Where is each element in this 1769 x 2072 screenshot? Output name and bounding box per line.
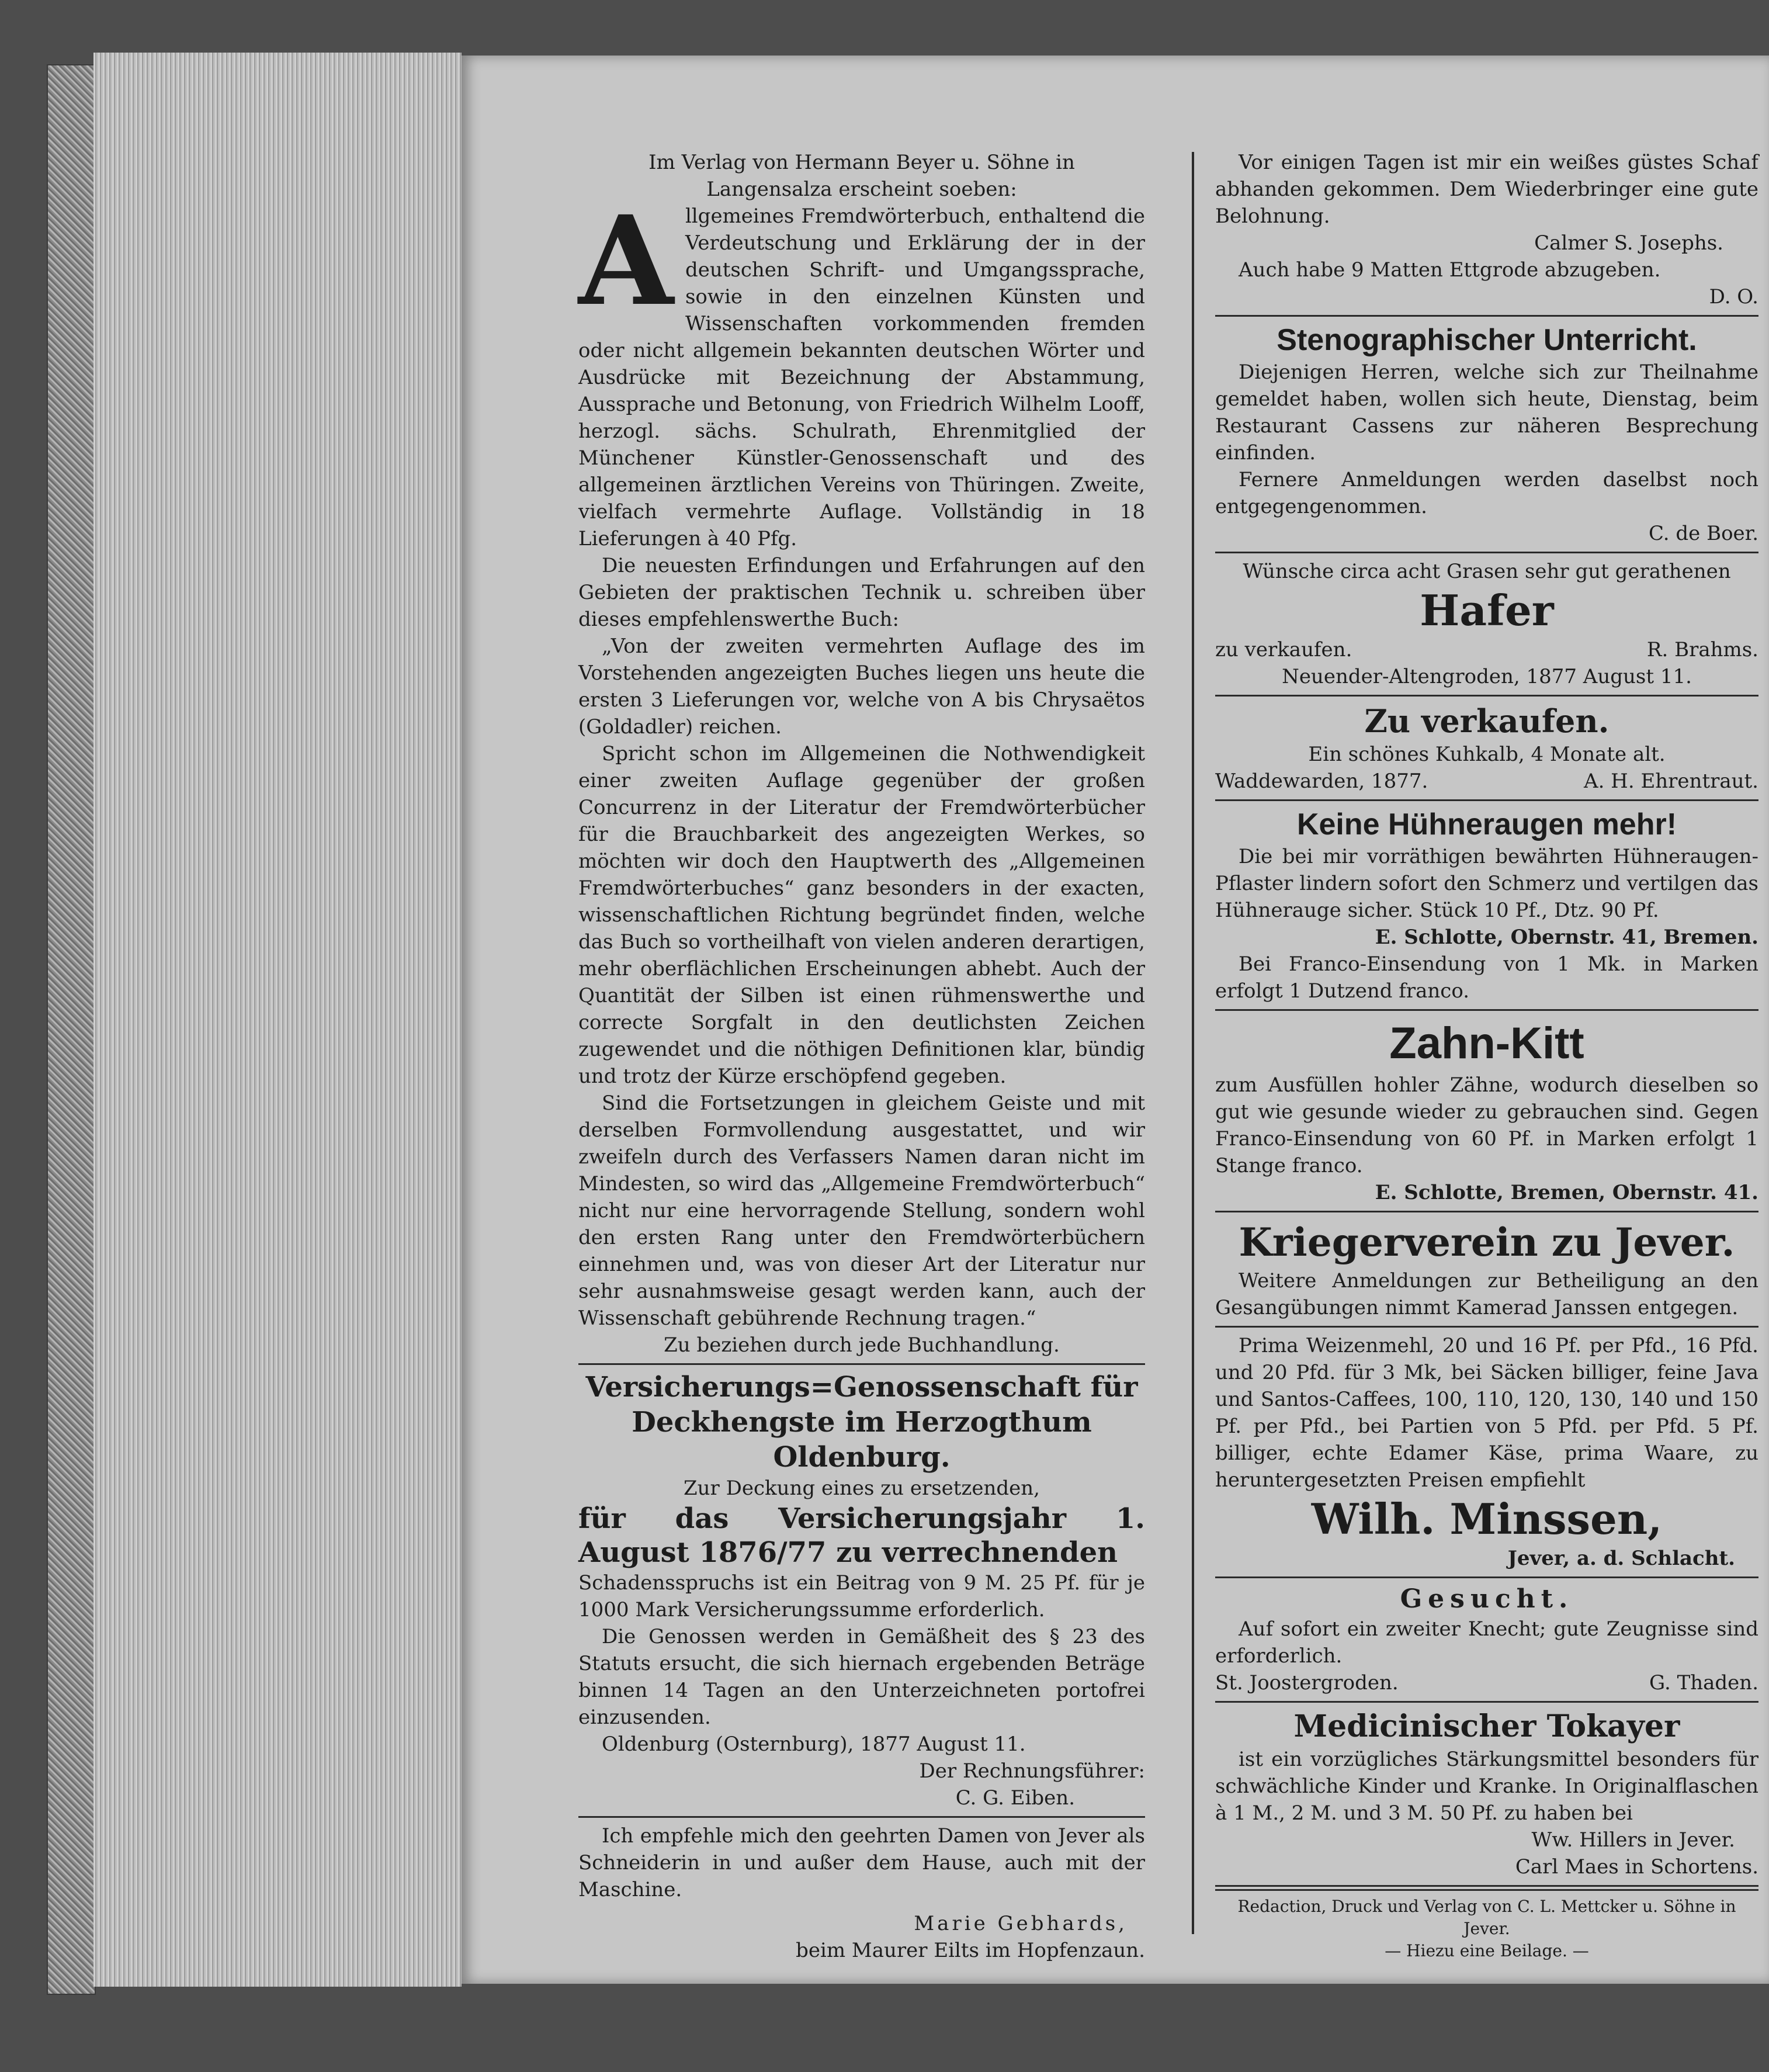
- column-rule: [1192, 152, 1194, 1934]
- tokayer-heading: Medicinischer Tokayer: [1293, 1709, 1680, 1744]
- gesucht-place: St. Joostergroden.: [1215, 1671, 1399, 1695]
- tailor-text: Ich empfehle mich den geehrten Damen von Jever als Schneiderin in und außer dem Hause, auch mit der Maschine.: [578, 1824, 1145, 1901]
- divider: [1215, 1701, 1758, 1703]
- sheep-name: Calmer S. Josephs.: [1534, 231, 1723, 255]
- hafer-intro: Wünsche circa acht Grasen sehr gut gerathenen: [1243, 560, 1731, 583]
- corn-seller: E. Schlotte, Obernstr. 41, Bremen.: [1375, 926, 1758, 949]
- sheep-text: Vor einigen Tagen ist mir ein weißes güstes Schaf abhanden gekommen. Dem Wiederbringer eine gute Belohnung.: [1215, 151, 1758, 228]
- krieger-heading: Kriegerverein zu Jever.: [1239, 1219, 1735, 1265]
- insurance-paragraph: Die Genossen werden in Gemäßheit des § 23 des Statuts ersucht, die sich hiernach ergebenden Beträge binnen 14 Tagen an den Unterzeichneten portofrei einzusenden.: [578, 1625, 1145, 1729]
- calf-place: Waddewarden, 1877.: [1215, 770, 1428, 793]
- double-divider: [1215, 1885, 1758, 1891]
- insurance-intro: Zur Deckung eines zu ersetzenden,: [684, 1477, 1040, 1500]
- hafer-place: Neuender-Altengroden, 1877 August 11.: [1282, 665, 1692, 688]
- kitt-text: zum Ausfüllen hohler Zähne, wodurch dieselben so gut wie gesunde wieder zu gebrauchen sind. Gegen Franco-Einsendung von 60 Pf. in Marken erfolgt 1 Stange franco.: [1215, 1073, 1758, 1177]
- review-intro: Die neuesten Erfindungen und Erfahrungen auf den Gebieten der praktischen Technik u. schreiben über dieses empfehlenswerthe Buch:: [578, 554, 1145, 631]
- calf-name: A. H. Ehrentraut.: [1584, 770, 1758, 793]
- insurance-heading: Versicherungs=Genossenschaft für Deckhengste im Herzogthum Oldenburg.: [585, 1371, 1138, 1474]
- review-paragraph: „Von der zweiten vermehrten Auflage des im Vorstehenden angezeigten Buches liegen uns heute die ersten 3 Lieferungen vor, welche von A bis Chrysaëtos (Goldadler) reichen.: [578, 635, 1145, 739]
- divider: [578, 1816, 1145, 1818]
- divider: [578, 1363, 1145, 1365]
- calf-text: Ein schönes Kuhkalb, 4 Monate alt.: [1308, 743, 1666, 766]
- kitt-heading: Zahn-Kitt: [1389, 1018, 1584, 1068]
- steno-text2: Fernere Anmeldungen werden daselbst noch entgegengenommen.: [1215, 468, 1758, 518]
- insurance-name: C. G. Eiben.: [955, 1786, 1075, 1810]
- corn-heading: Keine Hühneraugen mehr!: [1296, 808, 1677, 841]
- hafer-row: [1215, 636, 1758, 663]
- gesucht-heading: Gesucht.: [1400, 1584, 1574, 1614]
- right-column: [1215, 149, 1758, 1962]
- divider: [1215, 799, 1758, 801]
- review-footer: Zu beziehen durch jede Buchhandlung.: [664, 1333, 1060, 1357]
- calf-row: [1215, 768, 1758, 795]
- hafer-heading: Hafer: [1420, 585, 1554, 635]
- steno-sign: C. de Boer.: [1648, 522, 1758, 545]
- tokayer-seller: Carl Maes in Schortens.: [1515, 1855, 1758, 1879]
- tokayer-text: ist ein vorzügliches Stärkungsmittel besonders für schwächliche Kinder und Kranke. In Originalflaschen à 1 M., 2 M. und 3 M. 50 Pf. zu haben bei: [1215, 1748, 1758, 1825]
- corn-text: Die bei mir vorräthigen bewährten Hühneraugen-Pflaster lindern sofort den Schmerz und vertilgen das Hühnerauge sicher. Stück 10 Pf., Dtz. 90 Pf.: [1215, 845, 1758, 922]
- divider: [1215, 552, 1758, 553]
- book-cover: [47, 64, 96, 1995]
- supplement-note: — Hiezu eine Beilage. —: [1385, 1941, 1589, 1960]
- divider: [1215, 315, 1758, 317]
- calf-heading: Zu verkaufen.: [1364, 702, 1610, 740]
- hafer-name: R. Brahms.: [1646, 638, 1758, 661]
- verlag-line1: Im Verlag von Hermann Beyer u. Söhne in: [648, 151, 1075, 174]
- krieger-text: Weitere Anmeldungen zur Betheiligung an den Gesangübungen nimmt Kamerad Janssen entgegen.: [1215, 1269, 1758, 1319]
- dropcap: A: [578, 189, 674, 333]
- gesucht-text: Auf sofort ein zweiter Knecht; gute Zeugnisse sind erforderlich.: [1215, 1617, 1758, 1668]
- review-paragraph: Sind die Fortsetzungen in gleichem Geiste und mit derselben Formvollendung ausgestattet, und wir zweifeln durch des Verfassers Namen daran nicht im Mindesten, so wird das „Allgemeine Fremdwörterbuch“ nicht nur eine hervorragende Stellung, sondern wohl den ersten Rang unter den Fremdwörterbüchern einnehmen und, was von dieser Art der Literatur nur sehr ausnahmsweise gesagt werden kann, auch der Wissenschaft gebührende Rechnung tragen.“: [578, 1092, 1145, 1330]
- gesucht-row: [1215, 1669, 1758, 1696]
- steno-text: Diejenigen Herren, welche sich zur Theilnahme gemeldet haben, wollen sich heute, Dienstag, beim Restaurant Cassens zur näheren Besprechung einfinden.: [1215, 361, 1758, 465]
- insurance-bold: für das Versicherungsjahr 1. August 1876/77 zu verrechnenden: [578, 1502, 1145, 1569]
- kitt-seller: E. Schlotte, Bremen, Obernstr. 41.: [1375, 1181, 1758, 1204]
- hafer-sale: zu verkaufen.: [1215, 638, 1352, 661]
- page-edges: [93, 53, 462, 1987]
- newspaper-page: [462, 56, 1769, 1984]
- divider: [1215, 1211, 1758, 1212]
- insurance-role: Der Rechnungsführer:: [919, 1759, 1145, 1783]
- tokayer-seller: Ww. Hillers in Jever.: [1531, 1828, 1735, 1852]
- divider: [1215, 695, 1758, 697]
- steno-heading: Stenographischer Unterricht.: [1277, 323, 1697, 357]
- book-description: llgemeines Fremdwörterbuch, enthaltend die Verdeutschung und Erklärung der in der deutschen Schrift- und Umgangssprache, sowie in den einzelnen Künsten und Wissenschaften vorkommenden fremden oder nicht allgemein bekannten deutschen Wörter und Ausdrücke mit Bezeichnung der Abstammung, Aussprache und Betonung, von Friedrich Wilhelm Looff, herzogl. sächs. Schulrath, Ehrenmitglied der Münchener Künstler-Genossenschaft und des allgemeinen ärztlichen Vereins von Thüringen. Zweite, vielfach vermehrte Auflage. Vollständig in 18 Lieferungen à 40 Pfg.: [578, 205, 1145, 550]
- divider: [1215, 1326, 1758, 1328]
- divider: [1215, 1009, 1758, 1011]
- sheep-initials: D. O.: [1709, 285, 1758, 309]
- imprint: Redaction, Druck und Verlag von C. L. Mettcker u. Söhne in Jever.: [1237, 1897, 1736, 1938]
- verlag-line2: Langensalza erscheint soeben:: [706, 178, 1017, 201]
- review-paragraph: Spricht schon im Allgemeinen die Nothwendigkeit einer zweiten Auflage gegenüber der großen Concurrenz in der Literatur der Fremdwörterbücher für die Brauchbarkeit des angezeigten Werkes, so möchten wir doch den Hauptwerth des „Allgemeinen Fremdwörterbuches“ ganz besonders in der exacten, wissenschaftlichen Richtung begründet finden, welche das Buch so vortheilhaft von vielen anderen derartigen, mehr oberflächlichen Erscheinungen abhebt. Auch der Quantität der Silben ist einen rühmenswerthe und correcte Sorgfalt in den deutlichsten Zeichen zugewendet und die nöthigen Definitionen klar, bündig und trotz der Kürze erschöpfend gegeben.: [578, 742, 1145, 1088]
- flour-heading: Wilh. Minssen,: [1311, 1494, 1663, 1544]
- gesucht-name: G. Thaden.: [1649, 1671, 1758, 1695]
- insurance-date: Oldenburg (Osternburg), 1877 August 11.: [602, 1733, 1026, 1756]
- flour-text: Prima Weizenmehl, 20 und 16 Pf. per Pfd., 16 Pfd. und 20 Pfd. für 3 Mk, bei Säcken billiger, feine Java und Santos-Caffees, 100, 110, 120, 130, 140 und 150 Pf. per Pfd., bei Partien von 5 Pfd. per Pfd. 5 Pf. billiger, echte Edamer Käse, prima Waare, zu heruntergesetzten Preisen empfiehlt: [1215, 1334, 1758, 1492]
- divider: [1215, 1576, 1758, 1578]
- sheep-extra: Auch habe 9 Matten Ettgrode abzugeben.: [1239, 258, 1661, 282]
- flour-place: Jever, a. d. Schlacht.: [1507, 1547, 1735, 1570]
- tailor-address: beim Maurer Eilts im Hopfenzaun.: [796, 1939, 1145, 1962]
- corn-franco: Bei Franco-Einsendung von 1 Mk. in Marken erfolgt 1 Dutzend franco.: [1215, 952, 1758, 1003]
- insurance-text: Schadensspruchs ist ein Beitrag von 9 M. 25 Pf. für je 1000 Mark Versicherungssumme erforderlich.: [578, 1571, 1145, 1621]
- tailor-name: Marie Gebhards,: [914, 1912, 1128, 1935]
